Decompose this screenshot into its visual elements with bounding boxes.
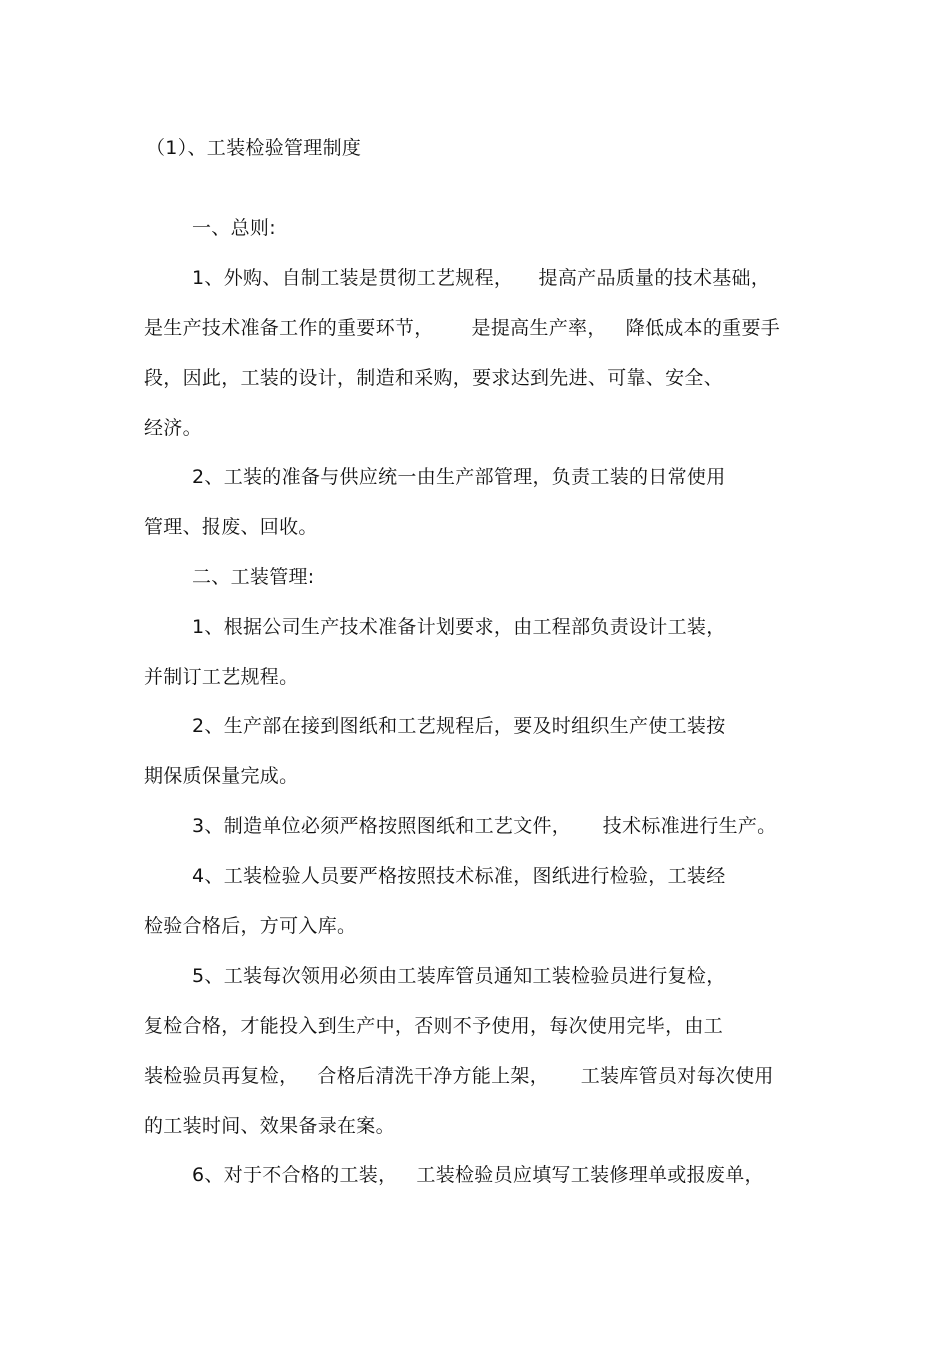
paragraph-line: 并制订工艺规程。 bbox=[144, 666, 299, 688]
section-heading-tooling: 二、工装管理: bbox=[192, 566, 315, 588]
paragraph-line: 的工装时间、效果备录在案。 bbox=[144, 1115, 395, 1137]
document-title: （1）、工装检验管理制度 bbox=[146, 137, 362, 159]
paragraph-line: 5、工装每次领用必须由工装库管员通知工装检验员进行复检， bbox=[192, 965, 726, 987]
paragraph-line: 期保质保量完成。 bbox=[144, 765, 299, 787]
paragraph-line: 1、根据公司生产技术准备计划要求，由工程部负责设计工装， bbox=[192, 616, 726, 638]
paragraph-line: 复检合格，才能投入到生产中，否则不予使用，每次使用完毕，由工 bbox=[144, 1015, 724, 1037]
paragraph-line: 4、工装检验人员要严格按照技术标准，图纸进行检验，工装经 bbox=[192, 865, 726, 887]
paragraph-line: 6、对于不合格的工装， 工装检验员应填写工装修理单或报废单， bbox=[192, 1164, 764, 1186]
paragraph-line: 管理、报废、回收。 bbox=[144, 516, 318, 538]
paragraph-line: 检验合格后，方可入库。 bbox=[144, 915, 357, 937]
section-heading-general: 一、总则: bbox=[192, 217, 276, 239]
paragraph-line: 1、外购、自制工装是贯彻工艺规程， 提高产品质量的技术基础， bbox=[192, 267, 771, 289]
paragraph-line: 装检验员再复检， 合格后清洗干净方能上架， 工装库管员对每次使用 bbox=[144, 1065, 774, 1087]
paragraph-line: 是生产技术准备工作的重要环节， 是提高生产率， 降低成本的重要手 bbox=[144, 317, 781, 339]
paragraph-line: 2、生产部在接到图纸和工艺规程后，要及时组织生产使工装按 bbox=[192, 715, 726, 737]
paragraph-line: 3、制造单位必须严格按照图纸和工艺文件， 技术标准进行生产。 bbox=[192, 815, 777, 837]
paragraph-line: 段，因此，工装的设计，制造和采购，要求达到先进、可靠、安全、 bbox=[144, 367, 724, 389]
paragraph-line: 经济。 bbox=[144, 417, 202, 439]
paragraph-line: 2、工装的准备与供应统一由生产部管理，负责工装的日常使用 bbox=[192, 466, 726, 488]
